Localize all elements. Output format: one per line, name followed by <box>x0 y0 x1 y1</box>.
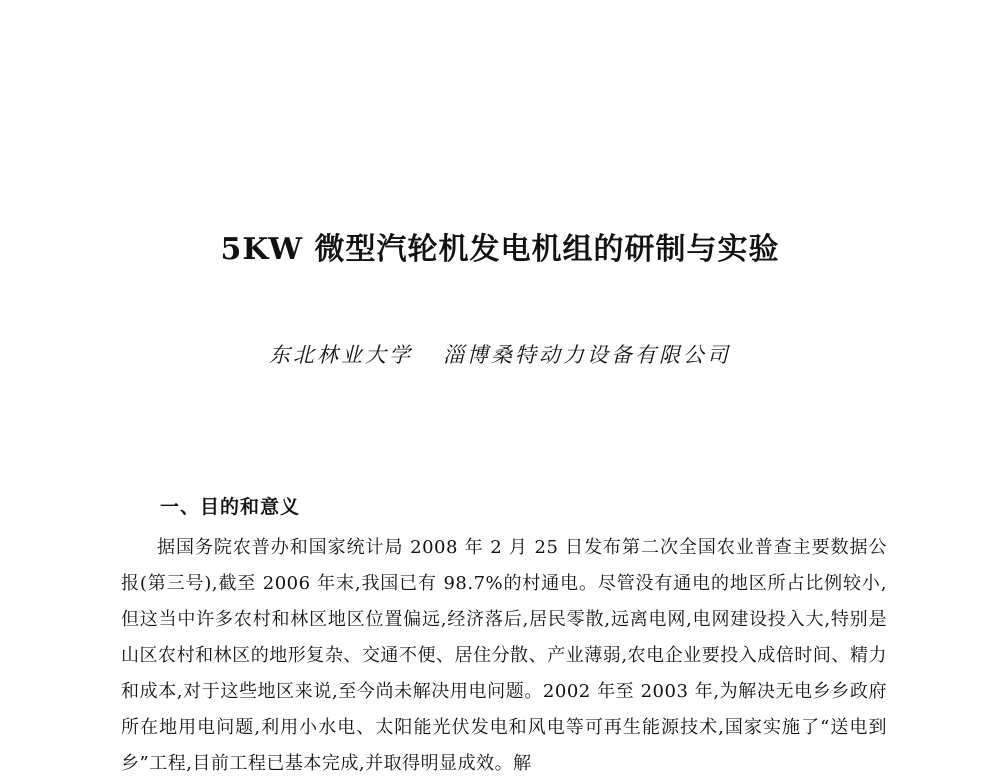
section-heading: 一、目的和意义 <box>160 496 301 518</box>
body-paragraph: 据国务院农普办和国家统计局 2008 年 2 月 25 日发布第二次全国农业普查主要数据公报(第三号),截至 2006 年末,我国已有 98.7%的村通电。尽管没有通电的地区所占比例较小,但这当中许多农村和林区地区位置偏远,经济落后,居民零散,远离电网,电网建设投入大,特别是山区农村和林区的地形复杂、交通不便、居住分散、产业薄弱,农电企业要投入成倍时间、精力和成本,对于这些地区来说,至今尚未解决用电问题。2002 年至 2003 年,为解决无电乡乡政府所在地用电问题,利用小水电、太阳能光伏发电和风电等可再生能源技术,国家实施了“送电到乡”工程,目前工程已基本完成,并取得明显成效。解 <box>121 537 887 774</box>
document-title: 5KW 微型汽轮机发电机组的研制与实验 <box>220 232 780 267</box>
affiliation-company: 淄博桑特动力设备有限公司 <box>443 343 731 367</box>
author-affiliations <box>0 338 1000 372</box>
affiliation-university: 东北林业大学 <box>269 343 413 367</box>
